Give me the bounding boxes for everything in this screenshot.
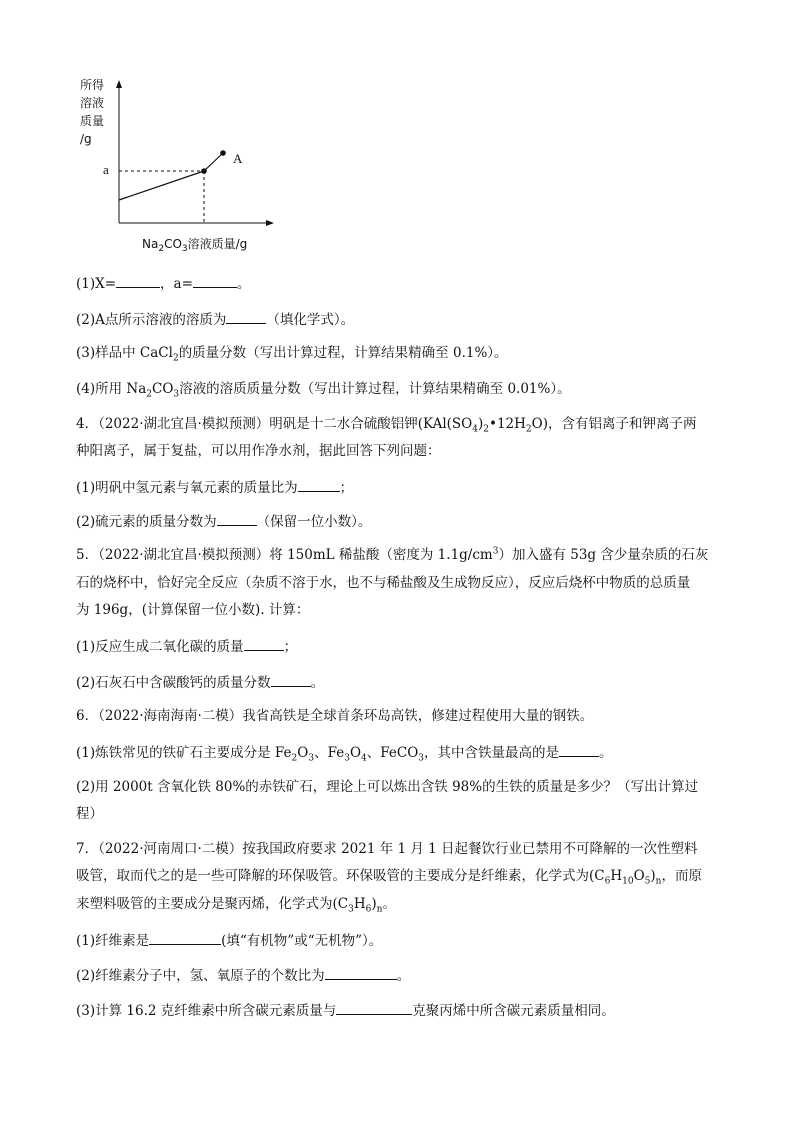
q3-part-2: (2)A点所示溶液的溶质为 （填化学式）。 [76, 312, 355, 328]
q7-stem-line-2: 吸管，取而代之的是一些可降解的环保吸管。环保吸管的主要成分是纤维素，化学式为$(C_6H_{10}O_5)_n$，而原 [76, 868, 702, 887]
q3-part-4: (4)所用 $Na_2CO_3$溶液的溶质质量分数（写出计算过程，计算结果精确至 0.01%）。 [76, 381, 571, 400]
q6-part-1: (1)炼铁常见的铁矿石主要成分是 $Fe_2O_3$、$Fe_3O_4$、FeCO$_3$，其中含铁量最高的是 。 [76, 745, 613, 764]
answer-blank[interactable] [336, 1001, 412, 1015]
q3-part-3: (3)样品中 CaCl$_2$的质量分数（写出计算过程，计算结果精确至 0.1%）。 [76, 345, 508, 364]
q5-stem-line-3: 为 196g，(计算保留一位小数). 计算： [76, 602, 310, 618]
q3-part-1: (1)X= ，a= 。 [76, 276, 251, 292]
y-label-line: 溶液 [80, 96, 105, 110]
answer-blank[interactable] [226, 310, 266, 324]
answer-blank[interactable] [325, 966, 397, 980]
answer-blank[interactable] [149, 931, 221, 945]
y-label-line: 质量 [80, 114, 105, 128]
answer-blank[interactable] [193, 274, 237, 288]
q4-part-2: (2)硫元素的质量分数为 （保留一位小数）。 [76, 514, 372, 530]
turning-point [201, 168, 207, 174]
q4-stem-line-2: 种阳离子，属于复盐，可以用作净水剂，据此回答下列问题： [76, 443, 441, 459]
y-tick-label: a [103, 162, 109, 177]
q6-part-2-line-2: 程） [76, 806, 103, 822]
y-axis-arrow [116, 80, 122, 88]
q5-part-1: (1)反应生成二氧化碳的质量 ； [76, 639, 298, 655]
series-line-2 [204, 153, 223, 171]
y-label-line: 所得 [80, 78, 105, 92]
answer-blank[interactable] [217, 512, 257, 526]
answer-blank[interactable] [298, 478, 340, 492]
q7-part-2: (2)纤维素分子中，氢、氧原子的个数比为 。 [76, 968, 411, 984]
answer-blank[interactable] [244, 637, 284, 651]
x-label: $Na_2CO_3$溶液质量/g [142, 237, 248, 254]
q4-part-1: (1)明矾中氢元素与氧元素的质量比为 ； [76, 480, 354, 496]
q6-part-2-line-1: (2)用 2000t 含氧化铁 80%的赤铁矿石，理论上可以炼出含铁 98%的生铁的质量是多少？（写出计算过 [76, 779, 699, 795]
q7-stem-line-3: 来塑料吸管的主要成分是聚丙烯，化学式为$(C_3H_6)_n$。 [76, 896, 396, 915]
x-axis-arrow [266, 220, 274, 226]
q4-stem-line-1: 4．（2022·湖北宜昌·模拟预测）明矾是十二水合硫酸铝钾$(KAl(SO_4)_2•12H_2O)$，含有铝离子和钾离子两 [76, 416, 697, 435]
series-line-1 [119, 171, 204, 200]
q5-part-2: (2)石灰石中含碳酸钙的质量分数 。 [76, 675, 325, 691]
answer-blank[interactable] [559, 743, 599, 757]
point-a-label: A [233, 151, 243, 166]
mass-graph [76, 72, 276, 257]
q5-stem-line-2: 石的烧杯中，恰好完全反应（杂质不溶于水，也不与稀盐酸及生成物反应），反应后烧杯中物质的总质量 [76, 575, 691, 591]
answer-blank[interactable] [116, 274, 160, 288]
q5-stem-line-1: 5．（2022·湖北宜昌·模拟预测）将 150mL 稀盐酸（密度为 $1.1g/cm^3$）加入盛有 53g 含少量杂质的石灰 [76, 546, 709, 563]
y-label-line: /g [80, 132, 92, 146]
answer-blank[interactable] [271, 673, 311, 687]
q7-stem-line-1: 7．（2022·河南周口·二模）按我国政府要求 2021 年 1 月 1 日起餐饮行业已禁用不可降解的一次性塑料 [76, 841, 698, 857]
point-a [220, 150, 226, 156]
q6-stem: 6．（2022·海南海南·二模）我省高铁是全球首条环岛高铁，修建过程使用大量的钢铁。 [76, 708, 594, 724]
q7-part-1: (1)纤维素是 (填“有机物”或“无机物”）。 [76, 933, 383, 949]
q7-part-3: (3)计算 16.2 克纤维素中所含碳元素质量与 克聚丙烯中所含碳元素质量相同。 [76, 1003, 615, 1019]
